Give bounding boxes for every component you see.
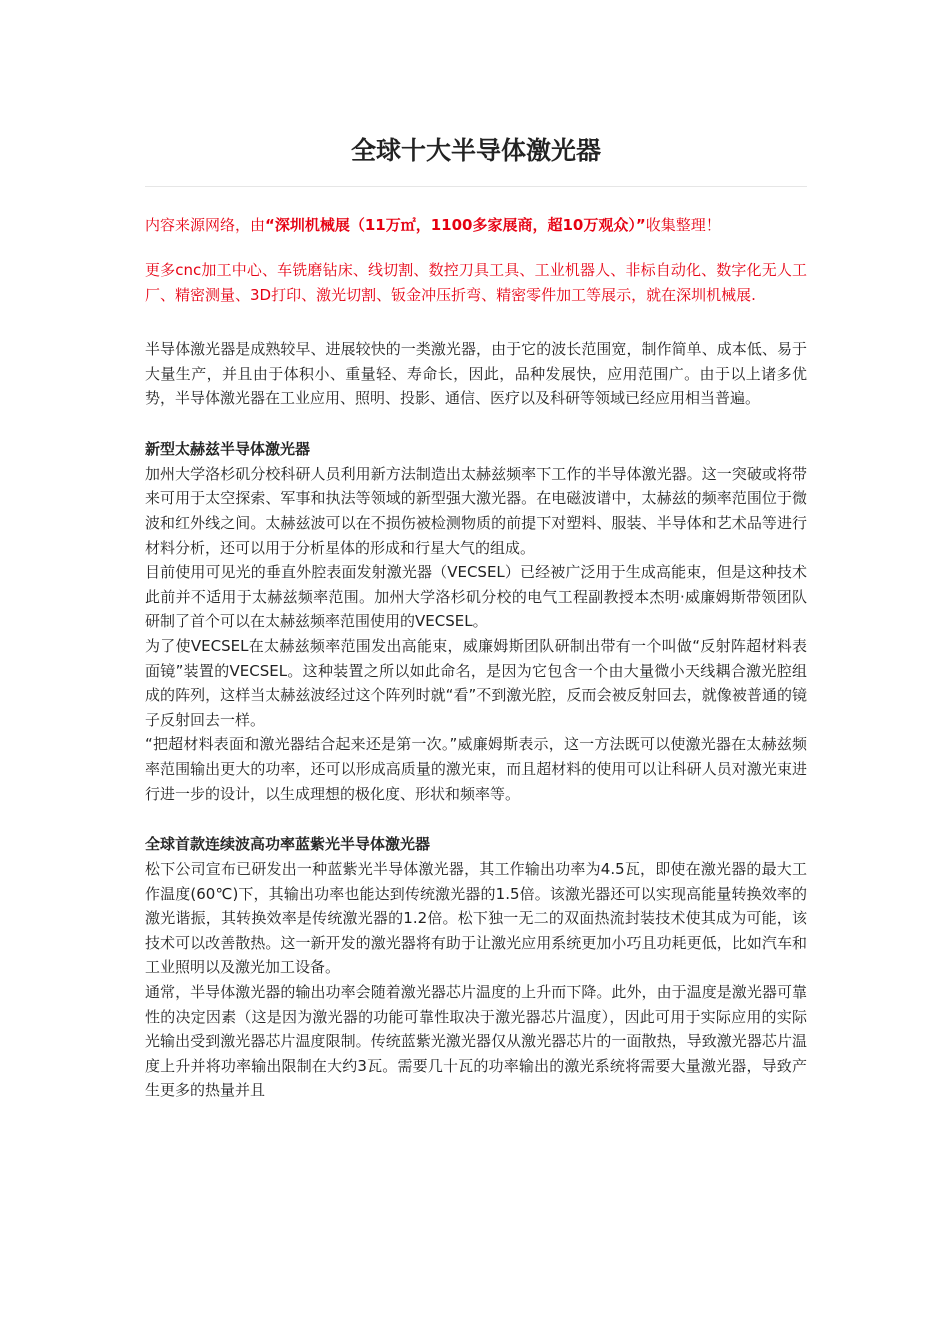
- section-heading: 新型太赫兹半导体激光器: [145, 439, 311, 458]
- expo-name-highlight: “深圳机械展（11万㎡，1100多家展商，超10万观众）”: [265, 216, 646, 234]
- document-title: 全球十大半导体激光器: [350, 136, 601, 165]
- section-terahertz: [145, 437, 807, 806]
- title-divider: [145, 186, 807, 187]
- source-notice: [145, 213, 807, 237]
- source-prefix: 内容来源网络，由: [145, 216, 266, 234]
- document-page: [145, 128, 807, 1103]
- intro-paragraph: 半导体激光器是成熟较早、进展较快的一类激光器，由于它的波长范围宽，制作简单、成本低、易于大量生产，并且由于体积小、重量轻、寿命长，因此，品种发展快，应用范围广。由于以上诸多优势，半导体激光器在工业应用、照明、投影、通信、医疗以及科研等领域已经应用相当普遍。: [145, 340, 807, 408]
- section-paragraph: 目前使用可见光的垂直外腔表面发射激光器（VECSEL）已经被广泛用于生成高能束，但是这种技术此前并不适用于太赫兹频率范围。加州大学洛杉矶分校的电气工程副教授本杰明·威廉姆斯带领团队研制了首个可以在太赫兹频率范围使用的VECSEL。: [145, 563, 807, 631]
- section-paragraph: 加州大学洛杉矶分校科研人员利用新方法制造出太赫兹频率下工作的半导体激光器。这一突破或将带来可用于太空探索、军事和执法等领域的新型强大激光器。在电磁波谱中，太赫兹的频率范围位于微波和红外线之间。太赫兹波可以在不损伤被检测物质的前提下对塑料、服装、半导体和艺术品等进行材料分析，还可以用于分析星体的形成和行星大气的组成。: [145, 464, 807, 557]
- section-paragraph: 为了使VECSEL在太赫兹频率范围发出高能束，威廉姆斯团队研制出带有一个叫做“反射阵超材料表面镜”装置的VECSEL。这种装置之所以如此命名，是因为它包含一个由大量微小天线耦合激光腔组成的阵列，这样当太赫兹波经过这个阵列时就“看”不到激光腔，反而会被反射回去，就像被普通的镜子反射回去一样。: [145, 636, 807, 729]
- more-info-notice: 更多cnc加工中心、车铣磨钻床、线切割、数控刀具工具、工业机器人、非标自动化、数字化无人工厂、精密测量、3D打印、激光切割、钣金冲压折弯、精密零件加工等展示，就在深圳机械展.: [145, 261, 807, 304]
- section-paragraph: 松下公司宣布已研发出一种蓝紫光半导体激光器，其工作输出功率为4.5瓦，即使在激光器的最大工作温度(60℃)下，其输出功率也能达到传统激光器的1.5倍。该激光器还可以实现高能量转换效率的激光谐振，其转换效率是传统激光器的1.2倍。松下独一无二的双面热流封装技术使其成为可能，该技术可以改善散热。这一新开发的激光器将有助于让激光应用系统更加小巧且功耗更低，比如汽车和工业照明以及激光加工设备。: [145, 860, 807, 977]
- section-heading: 全球首款连续波高功率蓝紫光半导体激光器: [145, 835, 431, 854]
- section-paragraph: “把超材料表面和激光器结合起来还是第一次。”威廉姆斯表示，这一方法既可以使激光器在太赫兹频率范围输出更大的功率，还可以形成高质量的激光束，而且超材料的使用可以让科研人员对激光束进行进一步的设计，以生成理想的极化度、形状和频率等。: [145, 735, 807, 803]
- section-paragraph: 通常，半导体激光器的输出功率会随着激光器芯片温度的上升而下降。此外，由于温度是激光器可靠性的决定因素（这是因为激光器的功能可靠性取决于激光器芯片温度），因此可用于实际应用的实际光输出受到激光器芯片温度限制。传统蓝紫光激光器仅从激光器芯片的一面散热，导致激光器芯片温度上升并将功率输出限制在大约3瓦。需要几十瓦的功率输出的激光系统将需要大量激光器，导致产生更多的热量并且: [145, 983, 807, 1100]
- source-suffix: 收集整理！: [645, 216, 721, 234]
- section-blue-violet: [145, 832, 807, 1103]
